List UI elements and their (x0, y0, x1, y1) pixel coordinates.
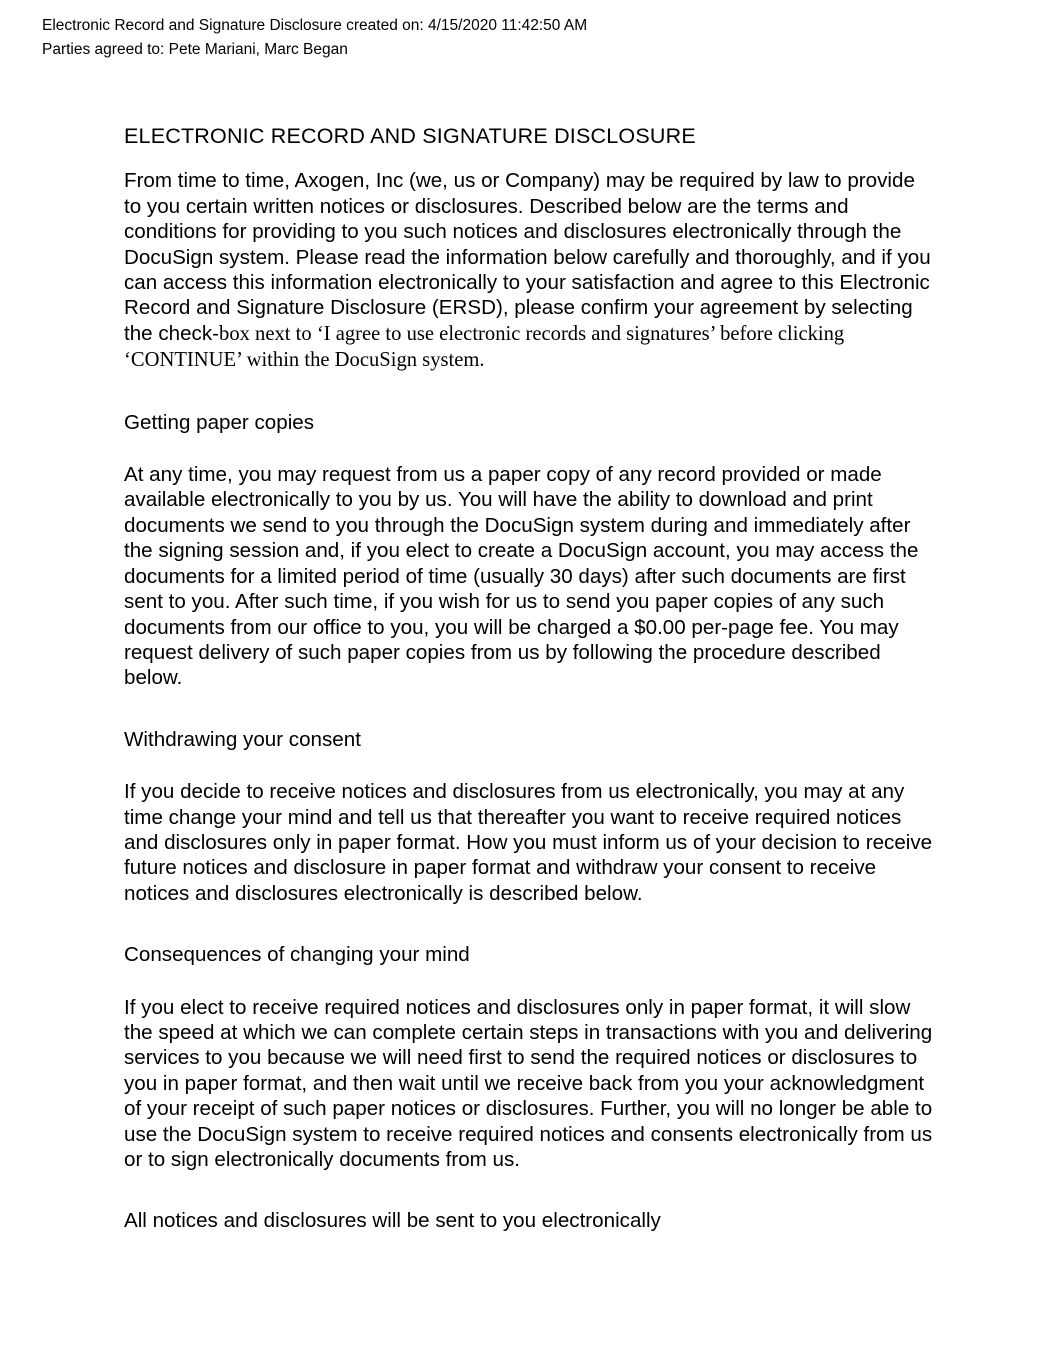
section-heading-consequences-of-changing-your-mind: Consequences of changing your mind (124, 943, 470, 967)
header-parties-line: Parties agreed to: Pete Mariani, Marc Began (42, 41, 348, 58)
intro-serif-segment: box next to ‘I agree to use electronic records and signatures’ before clicking ‘CONTINUE’ within the DocuSign system. (124, 322, 845, 372)
intro-sans-segment: From time to time, Axogen, Inc (we, us or Company) may be required by law to provide to you certain written notices or disclosures. Described below are the terms and conditions for providing to you such notices and disclosures electronically through the DocuSign system. Please read the information below carefully and thoroughly, and if you can access this information electronically to your satisfaction and agree to this Electronic Record and Signature Disclosure (ERSD), please confirm your agreement by selecting the check- (124, 169, 931, 345)
intro-paragraph (124, 168, 934, 373)
document-meta-header (42, 14, 587, 62)
section-heading-all-notices-electronically: All notices and disclosures will be sent to you electronically (124, 1209, 661, 1233)
section-heading-withdrawing-your-consent: Withdrawing your consent (124, 727, 361, 751)
section-paragraph-consequences-of-changing-your-mind: If you elect to receive required notices and disclosures only in paper format, it will slow the speed at which we can complete certain steps in transactions with you and delivering services to you because we will need first to send the required notices or disclosures to you in paper format, and then wait until we receive back from you your acknowledgment of your receipt of such paper notices or disclosures. Further, you will no longer be able to use the DocuSign system to receive required notices and consents electronically from us or to sign electronically documents from us. (124, 995, 933, 1171)
section-paragraph-getting-paper-copies: At any time, you may request from us a paper copy of any record provided or made available electronically to you by us. You will have the ability to download and print documents we send to you through the DocuSign system during and immediately after the signing session and, if you elect to create a DocuSign account, you may access the documents for a limited period of time (usually 30 days) after such documents are first sent to you. After such time, if you wish for us to send you paper copies of any such documents from our office to you, you will be charged a $0.00 per-page fee. You may request delivery of such paper copies from us by following the procedure described below. (124, 463, 919, 690)
header-created-line: Electronic Record and Signature Disclosure created on: 4/15/2020 11:42:50 AM (42, 17, 588, 34)
document-body (124, 124, 934, 1261)
section-paragraph-withdrawing-your-consent: If you decide to receive notices and disclosures from us electronically, you may at any time change your mind and tell us that thereafter you want to receive required notices and disclosures only in paper format. How you must inform us of your decision to receive future notices and disclosure in paper format and withdraw your consent to receive notices and disclosures electronically is described below. (124, 780, 933, 905)
document-title: ELECTRONIC RECORD AND SIGNATURE DISCLOSURE (124, 124, 696, 148)
section-heading-getting-paper-copies: Getting paper copies (124, 410, 315, 434)
